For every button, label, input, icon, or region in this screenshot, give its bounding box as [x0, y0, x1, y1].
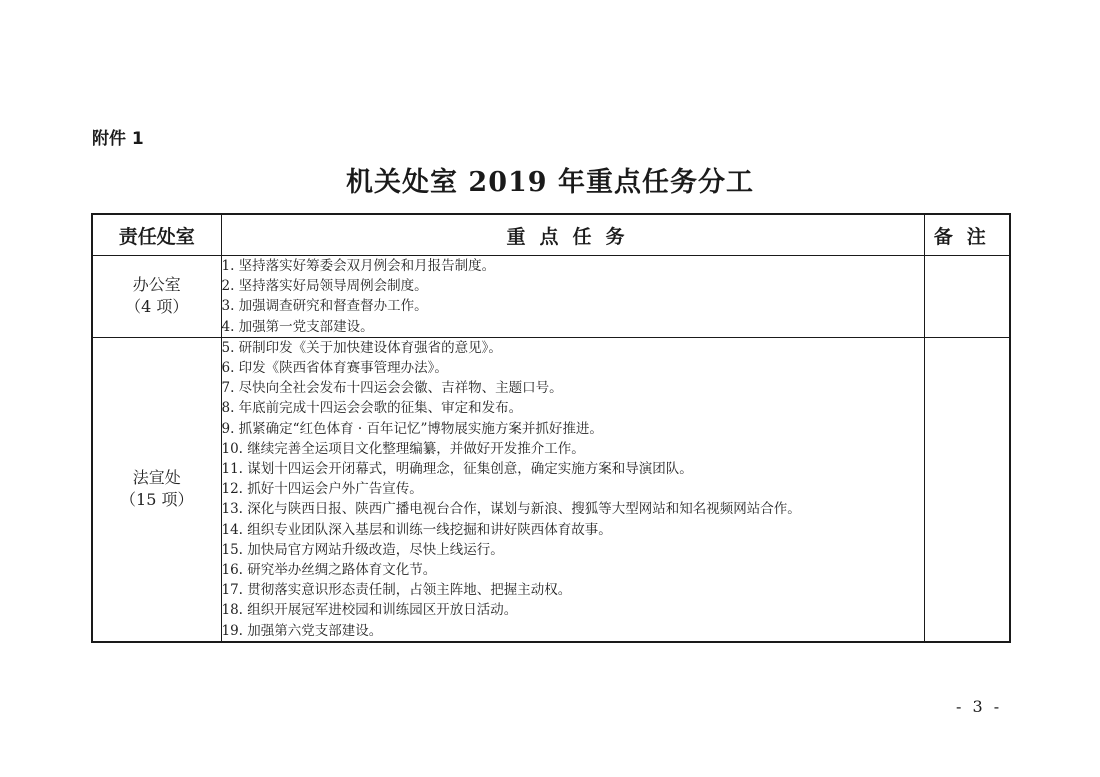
tasks-cell: [221, 256, 924, 338]
task-item: 12. 抓好十四运会户外广告宣传。: [221, 481, 423, 498]
department-task-count: （4 项）: [125, 297, 189, 317]
document-title: 机关处室 2019 年重点任务分工: [346, 167, 754, 198]
table-header-row: [92, 214, 1010, 256]
notes-cell: [924, 256, 1010, 338]
department-cell: [92, 337, 221, 642]
task-table: [91, 213, 1011, 643]
task-list: [222, 256, 924, 337]
task-item: 14. 组织专业团队深入基层和训练一线挖掘和讲好陕西体育故事。: [221, 521, 612, 538]
attachment-label: 附件 1: [92, 129, 144, 149]
department-cell: [92, 256, 221, 338]
task-item: 15. 加快局官方网站升级改造，尽快上线运行。: [221, 541, 504, 558]
department-name: 法宣处: [132, 468, 181, 488]
task-item: 6. 印发《陕西省体育赛事管理办法》。: [221, 360, 448, 377]
notes-cell: [924, 337, 1010, 642]
tasks-cell: [221, 337, 924, 642]
task-item: 5. 研制印发《关于加快建设体育强省的意见》。: [221, 339, 502, 356]
task-item: 8. 年底前完成十四运会会歌的征集、审定和发布。: [221, 400, 523, 417]
page-number: - 3 -: [956, 697, 1003, 716]
task-item: 11. 谋划十四运会开闭幕式，明确理念，征集创意，确定实施方案和导演团队。: [221, 461, 693, 478]
department-task-count: （15 项）: [120, 490, 194, 510]
task-list: [222, 338, 924, 641]
task-item: 10. 继续完善全运项目文化整理编纂，并做好开发推介工作。: [221, 440, 585, 457]
task-item: 2. 坚持落实好局领导周例会制度。: [221, 278, 428, 295]
table-row: [92, 337, 1010, 642]
header-tasks: 重点任务: [221, 214, 924, 256]
task-item: 13. 深化与陕西日报、陕西广播电视台合作，谋划与新浪、搜狐等大型网站和知名视频网站合作。: [221, 501, 801, 518]
header-department: 责任处室: [92, 214, 221, 256]
header-notes: 备注: [924, 214, 1010, 256]
task-item: 17. 贯彻落实意识形态责任制，占领主阵地、把握主动权。: [221, 582, 572, 599]
task-item: 1. 坚持落实好筹委会双月例会和月报告制度。: [221, 258, 496, 274]
task-item: 4. 加强第一党支部建设。: [221, 318, 374, 335]
task-item: 7. 尽快向全社会发布十四运会会徽、吉祥物、主题口号。: [221, 380, 563, 397]
table-row: [92, 256, 1010, 338]
department-name: 办公室: [132, 275, 181, 295]
task-item: 3. 加强调查研究和督查督办工作。: [221, 298, 428, 315]
task-item: 19. 加强第六党支部建设。: [221, 622, 383, 639]
task-item: 9. 抓紧确定“红色体育 · 百年记忆”博物展实施方案并抓好推进。: [221, 420, 603, 437]
task-item: 18. 组织开展冠军进校园和训练园区开放日活动。: [221, 602, 518, 619]
task-item: 16. 研究举办丝绸之路体育文化节。: [221, 562, 437, 579]
